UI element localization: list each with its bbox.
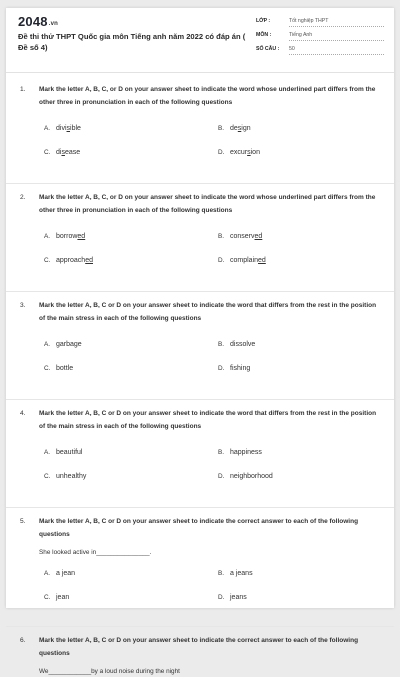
answer-option-a[interactable]	[44, 339, 82, 350]
answer-option-a[interactable]	[44, 568, 75, 579]
option-text: beautiful	[56, 449, 83, 456]
question-number: 3.	[20, 302, 26, 309]
option-letter: D.	[218, 257, 225, 264]
option-underlined-part: s	[247, 149, 251, 156]
option-letter: B.	[218, 125, 225, 132]
meta-subject-value: Tiếng Anh	[289, 31, 384, 41]
answer-option-c[interactable]	[44, 592, 69, 603]
option-text-end: ion	[250, 149, 260, 156]
question-sentence: We____________by a loud noise during the night	[39, 668, 180, 675]
answer-options	[6, 123, 394, 171]
question-3	[6, 300, 394, 387]
option-letter: D.	[218, 594, 225, 601]
answer-option-d[interactable]	[218, 592, 247, 603]
option-text: de	[230, 125, 238, 132]
answer-option-a[interactable]	[44, 123, 81, 134]
question-instruction: Mark the letter A, B, C, or D on your answer sheet to indicate the word whose underlined part differs from the other three in pronunciation in each of the following questions	[39, 86, 376, 106]
meta-class	[256, 16, 384, 30]
meta-count-label: SỐ CÂU :	[256, 46, 280, 52]
option-letter: B.	[218, 233, 225, 240]
answer-option-b[interactable]	[218, 123, 251, 134]
option-text-end: ible	[70, 125, 81, 132]
option-underlined-part: ed	[77, 233, 86, 240]
document-page	[6, 8, 394, 675]
option-text: approach	[56, 257, 86, 264]
option-text-end: ease	[64, 149, 81, 156]
option-underlined-part: s	[66, 125, 71, 132]
answer-option-a[interactable]	[44, 447, 82, 458]
option-text: neighborhood	[230, 473, 273, 480]
answer-option-d[interactable]	[218, 363, 250, 374]
option-text: jeans	[230, 594, 247, 601]
option-text: conserv	[230, 233, 255, 240]
answer-option-c[interactable]	[44, 255, 93, 266]
site-logo[interactable]	[18, 14, 58, 29]
option-underlined-part: s	[237, 125, 242, 132]
meta-subject	[256, 30, 384, 44]
answer-options	[6, 231, 394, 279]
option-text: bottle	[56, 365, 74, 372]
question-separator	[6, 626, 394, 627]
answer-option-d[interactable]	[218, 255, 266, 266]
question-4	[6, 408, 394, 495]
option-text: a jeans	[230, 570, 253, 577]
question-number: 6.	[20, 637, 26, 644]
answer-option-c[interactable]	[44, 147, 80, 158]
option-text: happiness	[230, 449, 262, 456]
question-separator	[6, 183, 394, 184]
option-letter: B.	[218, 341, 225, 348]
logo-text: 2048	[18, 14, 48, 29]
option-letter: A.	[44, 570, 51, 577]
option-letter: D.	[218, 149, 225, 156]
option-letter: A.	[44, 233, 51, 240]
option-letter: C.	[44, 473, 51, 480]
question-instruction: Mark the letter A, B, C, or D on your answer sheet to indicate the word whose underlined part differs from the other three in pronunciation in each of the following questions	[39, 194, 376, 214]
option-letter: D.	[218, 365, 225, 372]
option-text: unhealthy	[56, 473, 87, 480]
option-letter: A.	[44, 449, 51, 456]
question-number: 4.	[20, 410, 26, 417]
exam-meta	[256, 16, 384, 58]
answer-option-a[interactable]	[44, 231, 85, 242]
question-2	[6, 192, 394, 279]
meta-subject-label: MÔN :	[256, 32, 272, 38]
meta-count	[256, 44, 384, 58]
option-underlined-part: ed	[258, 257, 266, 264]
answer-options	[6, 447, 394, 495]
question-5	[6, 516, 394, 616]
meta-class-label: LỚP :	[256, 18, 271, 24]
question-number: 2.	[20, 194, 26, 201]
option-underlined-part: ed	[85, 257, 93, 264]
meta-class-value: Tốt nghiệp THPT	[289, 17, 384, 27]
option-text: a jean	[56, 570, 76, 577]
answer-option-d[interactable]	[218, 147, 260, 158]
answer-option-c[interactable]	[44, 363, 73, 374]
option-text: divi	[56, 125, 67, 132]
answer-option-b[interactable]	[218, 568, 253, 579]
option-text: jean	[56, 594, 70, 601]
answer-option-b[interactable]	[218, 339, 255, 350]
answer-options	[6, 339, 394, 387]
question-instruction: Mark the letter A, B, C or D on your answer sheet to indicate the correct answer to each of the following questions	[39, 518, 359, 538]
answer-option-b[interactable]	[218, 231, 262, 242]
option-letter: C.	[44, 365, 51, 372]
question-1	[6, 84, 394, 171]
logo-suffix: .vn	[48, 21, 59, 27]
option-underlined-part: s	[61, 149, 65, 156]
answer-options	[6, 568, 394, 616]
option-text: complain	[230, 257, 259, 264]
option-underlined-part: ed	[254, 233, 263, 240]
option-letter: B.	[218, 570, 225, 577]
question-instruction: Mark the letter A, B, C or D on your answer sheet to indicate the word that differs from the rest in the position of the main stress in each of the following questions	[39, 302, 377, 322]
option-text: fishing	[230, 365, 251, 372]
option-text: di	[56, 149, 62, 156]
answer-option-b[interactable]	[218, 447, 262, 458]
answer-option-d[interactable]	[218, 471, 273, 482]
option-letter: B.	[218, 449, 225, 456]
option-letter: C.	[44, 149, 51, 156]
option-text: borrow	[56, 233, 78, 240]
question-sentence: She looked active in_______________.	[39, 549, 152, 556]
question-list	[6, 84, 394, 677]
meta-count-value: 50	[289, 45, 384, 55]
option-letter: D.	[218, 473, 225, 480]
option-text: dissolve	[230, 341, 256, 348]
header	[6, 8, 394, 70]
question-number: 1.	[20, 86, 26, 93]
question-separator	[6, 399, 394, 400]
option-letter: C.	[44, 257, 51, 264]
option-text-end: ign	[241, 125, 251, 132]
question-instruction: Mark the letter A, B, C or D on your answer sheet to indicate the word that differs from the rest in the position of the main stress in each of the following questions	[39, 410, 377, 430]
question-separator	[6, 507, 394, 508]
option-text: garbage	[56, 341, 82, 348]
question-6	[6, 635, 394, 677]
answer-option-c[interactable]	[44, 471, 86, 482]
question-separator	[6, 291, 394, 292]
question-number: 5.	[20, 518, 26, 525]
option-letter: C.	[44, 594, 51, 601]
header-divider	[6, 72, 394, 73]
option-letter: A.	[44, 125, 51, 132]
option-text: excur	[230, 149, 248, 156]
question-instruction: Mark the letter A, B, C or D on your answer sheet to indicate the correct answer to each of the following questions	[39, 637, 359, 657]
exam-title: Đề thi thử THPT Quốc gia môn Tiếng anh năm 2022 có đáp án ( Đề số 4)	[18, 32, 246, 52]
option-letter: A.	[44, 341, 51, 348]
